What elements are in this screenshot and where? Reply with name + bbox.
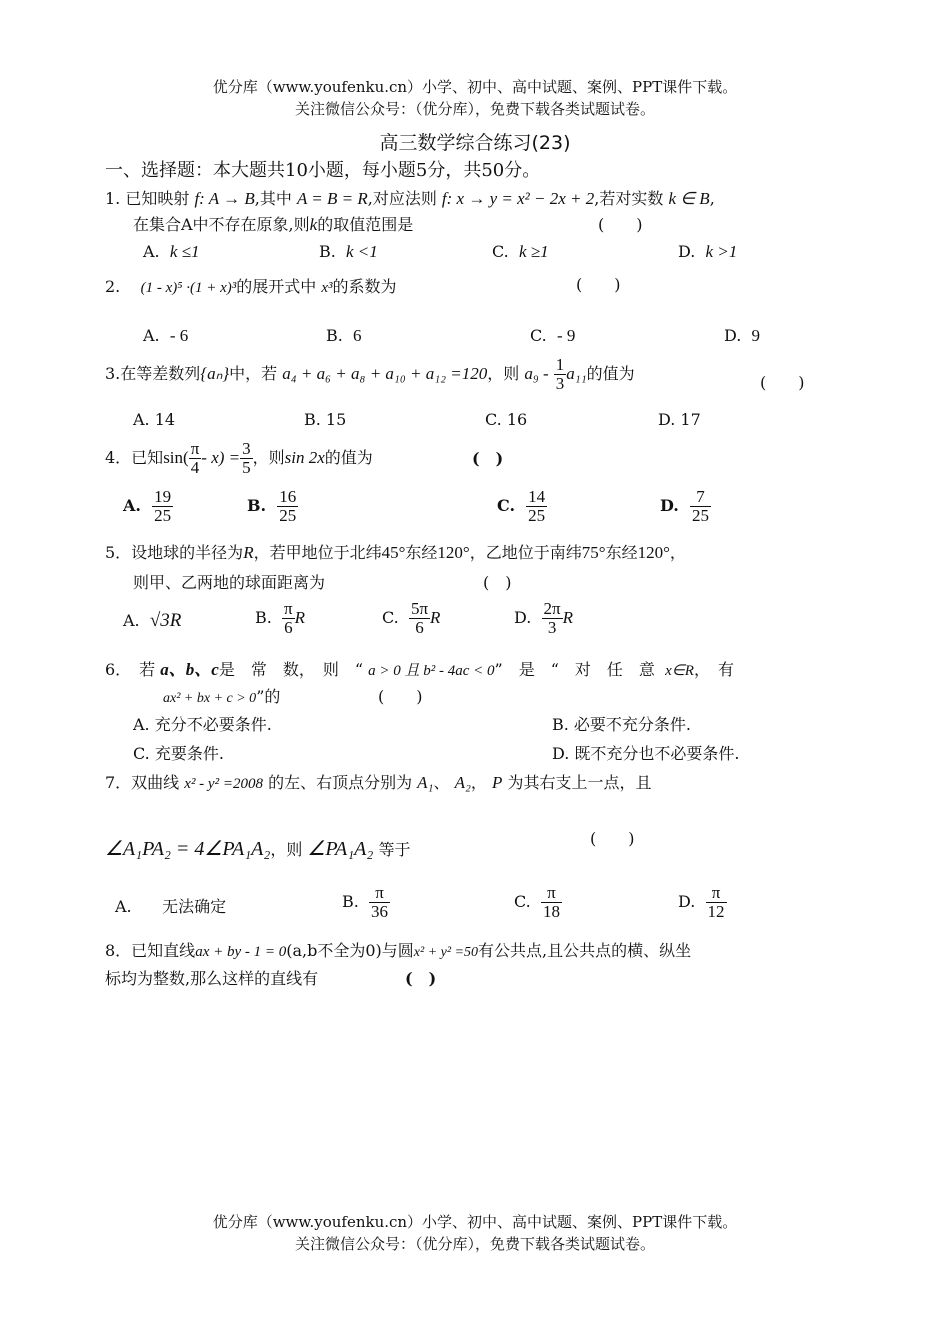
q4-c-num: 14 (528, 487, 546, 506)
q5-option-c-label: C. (382, 607, 399, 627)
q2-option-d (724, 326, 760, 346)
q5-d-den: 3 (547, 617, 557, 637)
q4-value-den: 5 (242, 457, 251, 477)
q3-option-b: B. 15 (304, 410, 347, 429)
q7-option-d-label: D. (678, 891, 696, 911)
q7-option-b-label: B. (342, 891, 359, 911)
q2-option-c-label: C. (530, 326, 547, 345)
q6-option-c: C. 充要条件. (133, 744, 224, 763)
q7-option-d (678, 884, 727, 921)
q1-text-a: 1. 已知映射 (105, 189, 190, 208)
q4-option-a (123, 488, 173, 525)
q4-a-den: 25 (154, 505, 172, 525)
q7-d-num: π (706, 884, 727, 903)
q5-option-a (123, 610, 181, 632)
q4-option-b-fraction (277, 488, 298, 525)
q7-sep: 、 (433, 773, 450, 792)
q8-text-c: 有公共点,且公共点的横、纵坐 (478, 941, 692, 960)
q6-option-a: A. 充分不必要条件. (133, 715, 272, 734)
question-8 (105, 938, 691, 961)
q6-text-a: 6． 若 (105, 660, 156, 679)
q1-line2-text-b: 的取值范围是 (317, 215, 414, 234)
q5-c-R: R (430, 607, 441, 627)
q5-option-d-fraction (542, 600, 563, 637)
q4-value-fraction (240, 440, 253, 477)
q7-option-c-fraction (541, 884, 562, 921)
q7-answer-paren: ( ) (590, 829, 635, 848)
q4-option-b (247, 488, 298, 525)
q3-text-d: 的值为 (586, 363, 635, 383)
q4-text-a: 4．已知 (105, 447, 164, 467)
q1-option-c-value: k ≥1 (518, 242, 549, 261)
q5-d-num: 2π (543, 599, 561, 618)
q5-c-num: 5π (410, 599, 429, 618)
q5-option-b-fraction (282, 600, 295, 637)
question-6-line-2 (163, 684, 280, 707)
q7-b-den: 36 (371, 901, 389, 921)
q5-option-c-fraction (409, 600, 430, 637)
q3-text-a: 3.在等差数列 (105, 363, 201, 383)
q4-pi-num: π (190, 439, 200, 458)
q2-x3: x³ (321, 280, 333, 296)
q7-d-den: 12 (707, 901, 725, 921)
q8-line: ax + by - 1 = 0 (195, 944, 287, 960)
q5-text-f: ， (669, 543, 686, 562)
q1-option-a-label: A. (143, 242, 160, 261)
q4-option-c (497, 488, 547, 525)
q1-text-d: ,若对实数 (594, 189, 664, 208)
q5-d-R: R (562, 607, 573, 627)
q4-b-num: 16 (279, 487, 297, 506)
q3-text-b: 中，若 (229, 363, 278, 383)
q7-comma: ， (470, 773, 487, 792)
q7-option-b-fraction (369, 884, 390, 921)
q4-answer-paren: ( ) (472, 449, 504, 468)
q5-text-a: 5．设地球的半径为 (105, 543, 244, 562)
q4-value-num: 3 (242, 439, 251, 458)
q7-text-e: 等于 (378, 840, 411, 859)
q6-constants: a、b、c (160, 660, 219, 679)
q5-lat2: 75° (581, 543, 606, 562)
q3-sequence: {aₙ} (200, 363, 230, 383)
q3-frac-num: 1 (555, 355, 565, 374)
footer-line-1: 优分库（www.youfenku.cn）小学、初中、高中试题、案例、PPT课件下载。 (212, 1213, 738, 1231)
q6-quadratic: ax² + bx + c > 0 (163, 691, 257, 706)
q7-text-b: 的左、右顶点分别为 (268, 773, 413, 792)
q4-option-c-label: C. (497, 495, 516, 515)
q5-lat1: 45° (381, 543, 406, 562)
header-line-1: 优分库（www.youfenku.cn）小学、初中、高中试题、案例、PPT课件下载。 (212, 78, 738, 96)
q8-circle: x² + y² =50 (413, 945, 479, 960)
q1-option-b-label: B. (319, 242, 336, 261)
q3-expr-post: a₁₁ (566, 363, 587, 383)
q3-sum-equation: a₄ + a₆ + a₈ + a₁₀ + a₁₂ =120 (282, 363, 488, 383)
q4-option-b-label: B. (247, 495, 267, 515)
q4-option-a-label: A. (123, 495, 141, 515)
question-6 (105, 655, 734, 680)
q4-sin-pre: sin( (163, 447, 189, 467)
q7-option-c-label: C. (514, 891, 531, 911)
q7-c-den: 18 (542, 901, 560, 921)
q5-lon1: 120° (437, 543, 470, 562)
q4-text-c: 的值为 (324, 447, 373, 467)
q4-pi-den: 4 (190, 457, 200, 477)
q1-mapping: f: A → B (194, 189, 255, 208)
q4-a-num: 19 (154, 487, 172, 506)
q4-option-d-fraction (690, 488, 711, 525)
q2-option-c (530, 326, 575, 346)
page-title: 高三数学综合练习(23) (379, 132, 571, 154)
q5-option-b (255, 600, 305, 637)
q1-option-d-value: k >1 (705, 242, 738, 261)
q1-answer-paren: ( ) (598, 215, 643, 234)
q6-text-d: ， 有 (693, 660, 734, 679)
q6-option-d: D. 既不充分也不必要条件. (552, 744, 740, 763)
q5-lon2: 120° (637, 543, 670, 562)
q5-text-d: ，乙地位于南纬 (469, 543, 582, 562)
q5-option-b-label: B. (255, 607, 272, 627)
q3-fraction (554, 356, 567, 393)
question-2 (105, 274, 397, 297)
q1-option-a-value: k ≤1 (169, 242, 200, 261)
q2-option-b-value: 6 (353, 326, 362, 345)
q7-text-c: 为其右支上一点，且 (507, 773, 652, 792)
q5-option-d (514, 600, 573, 637)
q5-option-c (382, 600, 440, 637)
q4-d-num: 7 (690, 488, 711, 507)
q5-b-num: π (284, 599, 293, 618)
q3-expr-pre: a₉ - (524, 363, 549, 383)
q2-option-b (326, 326, 362, 346)
q7-angle-relation: ∠A₁PA₂ = 4∠PA₁A₂ (105, 838, 271, 860)
q3-option-a: A. 14 (133, 410, 176, 429)
q4-option-d (660, 488, 711, 525)
q5-c-den: 6 (415, 617, 424, 637)
q2-option-a-label: A. (143, 326, 160, 345)
q4-b-den: 25 (279, 505, 297, 525)
q1-option-b-value: k <1 (346, 242, 378, 261)
question-1-line-2 (133, 212, 413, 235)
q2-option-d-value: 9 (751, 326, 761, 345)
q5-option-a-label: A. (123, 611, 140, 630)
q4-option-a-fraction (152, 488, 173, 525)
q7-option-a-label: A. (115, 897, 132, 916)
q5-b-R: R (294, 607, 305, 627)
q1-rule: f: x → y = x² − 2x + 2 (441, 189, 595, 208)
q3-option-c: C. 16 (485, 410, 528, 429)
q6-text-b: 是 常 数， 则 “ (218, 660, 364, 679)
q6-x-in-R: x∈R (665, 663, 694, 679)
q4-pi-over-4 (189, 440, 202, 477)
q2-expression: (1 - x)⁵ ·(1 + x)³ (140, 280, 237, 296)
q6-text-c: ” 是 “ 对 任 意 (494, 660, 655, 679)
question-5 (105, 540, 686, 563)
q4-c-den: 25 (528, 505, 546, 525)
q2-option-a-value: - 6 (169, 326, 189, 345)
q1-option-d-label: D. (678, 242, 696, 261)
q2-answer-paren: ( ) (576, 275, 621, 294)
q2-text-b: 的系数为 (332, 277, 397, 296)
q5-option-a-value: √3R (149, 610, 182, 631)
q1-text-b: ,其中 (254, 189, 292, 208)
header-line-2: 关注微信公众号：（优分库），免费下载各类试题试卷。 (294, 100, 655, 118)
q1-option-a (143, 242, 199, 262)
q1-text-c: ,对应法则 (367, 189, 437, 208)
q1-option-c (492, 242, 549, 262)
q4-option-d-label: D. (660, 495, 679, 515)
q3-text-c: ，则 (487, 363, 520, 383)
q7-A2: A₂ (454, 773, 471, 792)
q7-option-c (514, 884, 562, 921)
q1-k: k ∈ B (668, 189, 710, 208)
q6-line2-text: ”的 (256, 687, 281, 706)
q4-d-den: 25 (692, 505, 710, 525)
q7-text-a: 7．双曲线 (105, 773, 180, 792)
q7-target-angle: ∠PA₁A₂ (307, 838, 374, 860)
q7-c-num: π (541, 884, 562, 903)
q1-line2-text: 在集合A中不存在原象,则 (133, 215, 310, 234)
q4-text-b: ，则 (252, 447, 285, 467)
question-8-line-2: 标均为整数,那么这样的直线有 (105, 969, 319, 988)
q6-condition: a > 0 且 b² - 4ac < 0 (368, 663, 495, 679)
q1-option-b (319, 242, 378, 262)
q2-option-b-label: B. (326, 326, 343, 345)
question-4 (105, 440, 373, 477)
q7-option-a-value: 无法确定 (162, 897, 227, 916)
q7-option-d-fraction (706, 884, 727, 921)
q7-hyperbola: x² - y² =2008 (184, 776, 263, 792)
q7-option-a (115, 894, 226, 917)
q6-answer-paren: ( ) (378, 687, 423, 706)
question-7-line-2 (105, 836, 410, 861)
q5-b-den: 6 (284, 617, 293, 637)
q7-A1: A₁ (417, 773, 434, 792)
q2-number: 2. (105, 277, 121, 296)
question-1 (105, 186, 715, 209)
q4-option-c-fraction (526, 488, 547, 525)
q5-option-d-label: D. (514, 607, 532, 627)
q1-option-d (678, 242, 737, 262)
q5-line-2: 则甲、乙两地的球面距离为 (133, 573, 326, 592)
q2-option-d-label: D. (724, 326, 742, 345)
q1-option-c-label: C. (492, 242, 509, 261)
q3-answer-paren: ( ) (760, 373, 805, 392)
q7-P: P (491, 773, 503, 792)
q1-line2-k: k (309, 215, 318, 234)
q4-sin2x: sin 2x (284, 447, 325, 467)
q5-text-e: 东经 (605, 543, 638, 562)
q5-radius: R (243, 543, 254, 562)
question-3 (105, 356, 635, 393)
section-heading: 一、选择题：本大题共10小题，每小题5分，共50分。 (105, 160, 541, 181)
q5-text-c: 东经 (405, 543, 438, 562)
q7-option-b (342, 884, 390, 921)
q2-option-a (143, 326, 188, 346)
q4-sin-mid: - x) = (201, 447, 241, 467)
q1-sets: A = B = R (296, 189, 368, 208)
q3-option-d: D. 17 (658, 410, 701, 429)
q1-text-e: , (709, 189, 715, 208)
q7-text-d: ，则 (270, 840, 303, 859)
q8-answer-paren: ( ) (405, 969, 437, 988)
q3-frac-den: 3 (555, 373, 565, 393)
q2-option-c-value: - 9 (556, 326, 576, 345)
q5-text-b: ，若甲地位于北纬 (253, 543, 382, 562)
footer-line-2: 关注微信公众号：（优分库），免费下载各类试题试卷。 (294, 1235, 655, 1253)
q8-text-b: (a,b不全为0)与圆 (286, 941, 414, 960)
q2-text: 的展开式中 (236, 277, 317, 296)
q7-b-num: π (369, 884, 390, 903)
question-7 (105, 770, 651, 793)
q5-answer-paren: ( ) (483, 573, 512, 592)
q6-option-b: B. 必要不充分条件. (552, 715, 692, 734)
q8-text-a: 8．已知直线 (105, 941, 196, 960)
